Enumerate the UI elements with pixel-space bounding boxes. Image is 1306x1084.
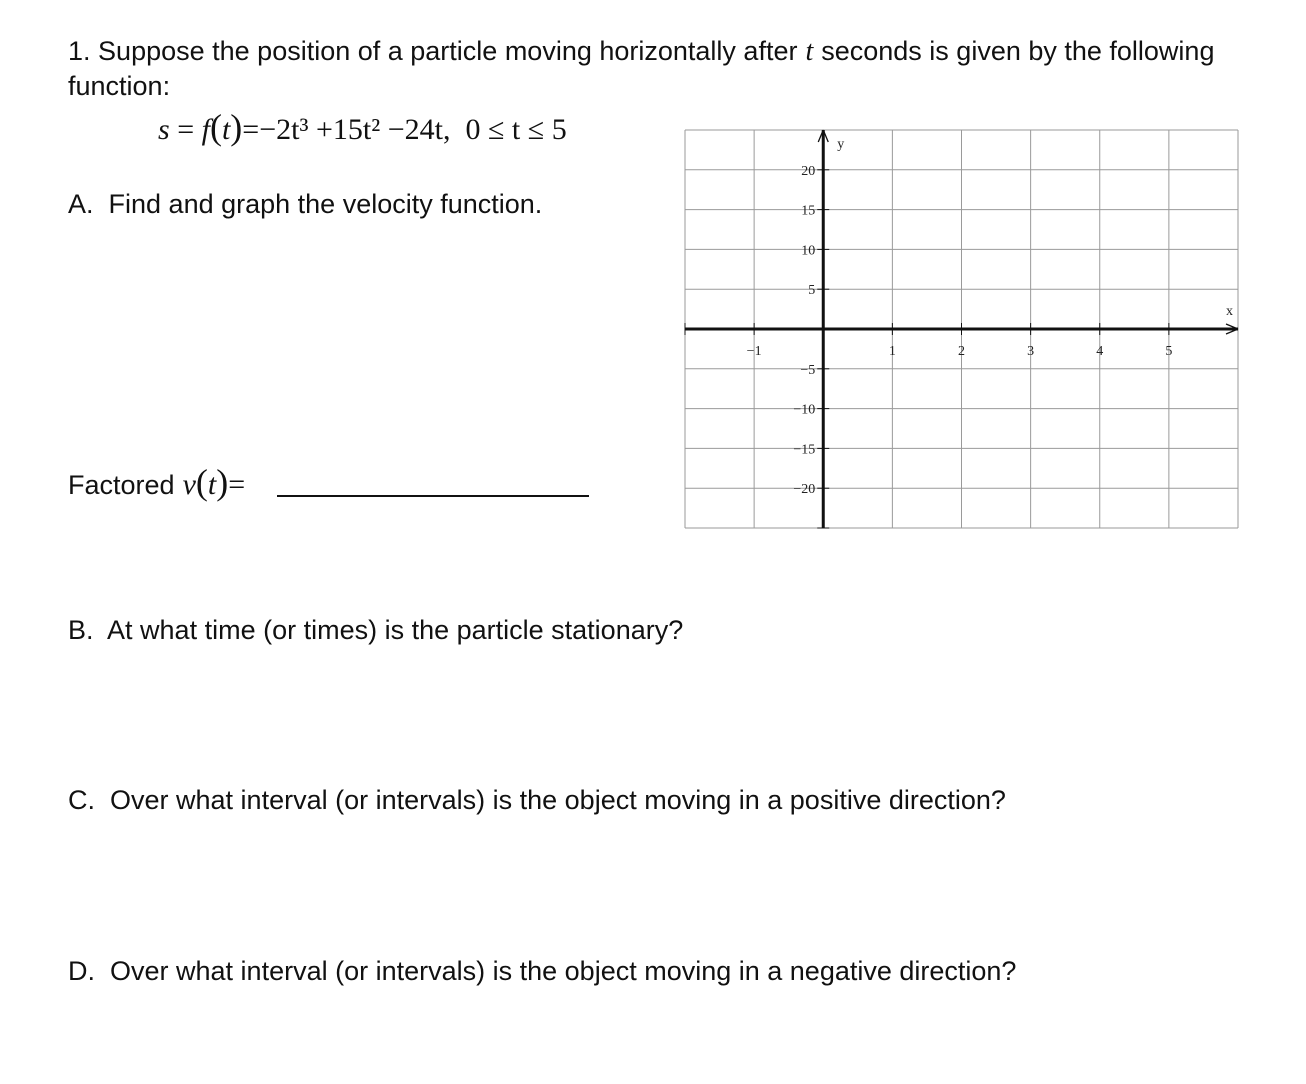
x-tick-label: 5 [1165,344,1173,359]
problem-number: 1. [68,36,91,66]
y-tick-label: −15 [793,442,816,458]
y-tick-label: −10 [793,402,816,418]
factored-velocity-line: Factored v(t)= [68,462,246,502]
part-d-label: D. [68,956,95,986]
part-a-question [68,187,542,222]
velocity-arg: t [207,468,217,501]
y-tick-label: −20 [793,482,816,498]
factored-label: Factored [68,470,175,500]
eq-func: f [201,113,210,146]
eq-equals-2: = [242,113,260,146]
problem-heading [68,34,1268,104]
part-c-question [68,783,1006,818]
velocity-graph[interactable] [680,120,1245,540]
y-tick-label: 10 [801,243,816,259]
y-tick-label: 15 [801,203,816,219]
part-c-label: C. [68,785,95,815]
x-tick-label: 4 [1096,344,1104,359]
velocity-func: v [182,468,196,501]
x-tick-label: −1 [746,344,762,359]
eq-arg: t [221,113,231,146]
part-d-question [68,954,1016,989]
x-tick-label: 2 [958,344,965,359]
part-a-label: A. [68,189,94,219]
part-a-text: Find and graph the velocity function. [108,189,543,219]
part-b-text: At what time (or times) is the particle stationary? [107,615,684,645]
part-d-text: Over what interval (or intervals) is the object moving in a negative direction? [110,956,1017,986]
x-tick-label: 3 [1027,344,1035,359]
eq-domain: 0 ≤ t ≤ 5 [465,113,567,146]
y-tick-label: 5 [808,283,816,299]
problem-intro-after: seconds is given by the following function: [68,36,1215,101]
position-equation: s = f(t)=−2t³ +15t² −24t, 0 ≤ t ≤ 5 [158,107,567,147]
time-variable: t [805,36,814,67]
part-b-question [68,613,683,648]
problem-intro-before: Suppose the position of a particle moving horizontally after [98,36,798,66]
y-tick-label: −5 [800,362,816,378]
eq-lhs: s [158,113,170,146]
y-axis-label: y [837,137,845,152]
x-tick-label: 1 [888,344,896,359]
part-b-label: B. [68,615,94,645]
eq-rhs: −2t³ +15t² −24t [259,113,443,146]
eq-equals-1: = [177,113,195,146]
answer-blank-line[interactable] [277,495,589,497]
part-c-text: Over what interval (or intervals) is the object moving in a positive direction? [110,785,1006,815]
velocity-equals: = [228,468,246,501]
x-axis-label: x [1226,304,1233,319]
y-tick-label: 20 [801,163,816,179]
